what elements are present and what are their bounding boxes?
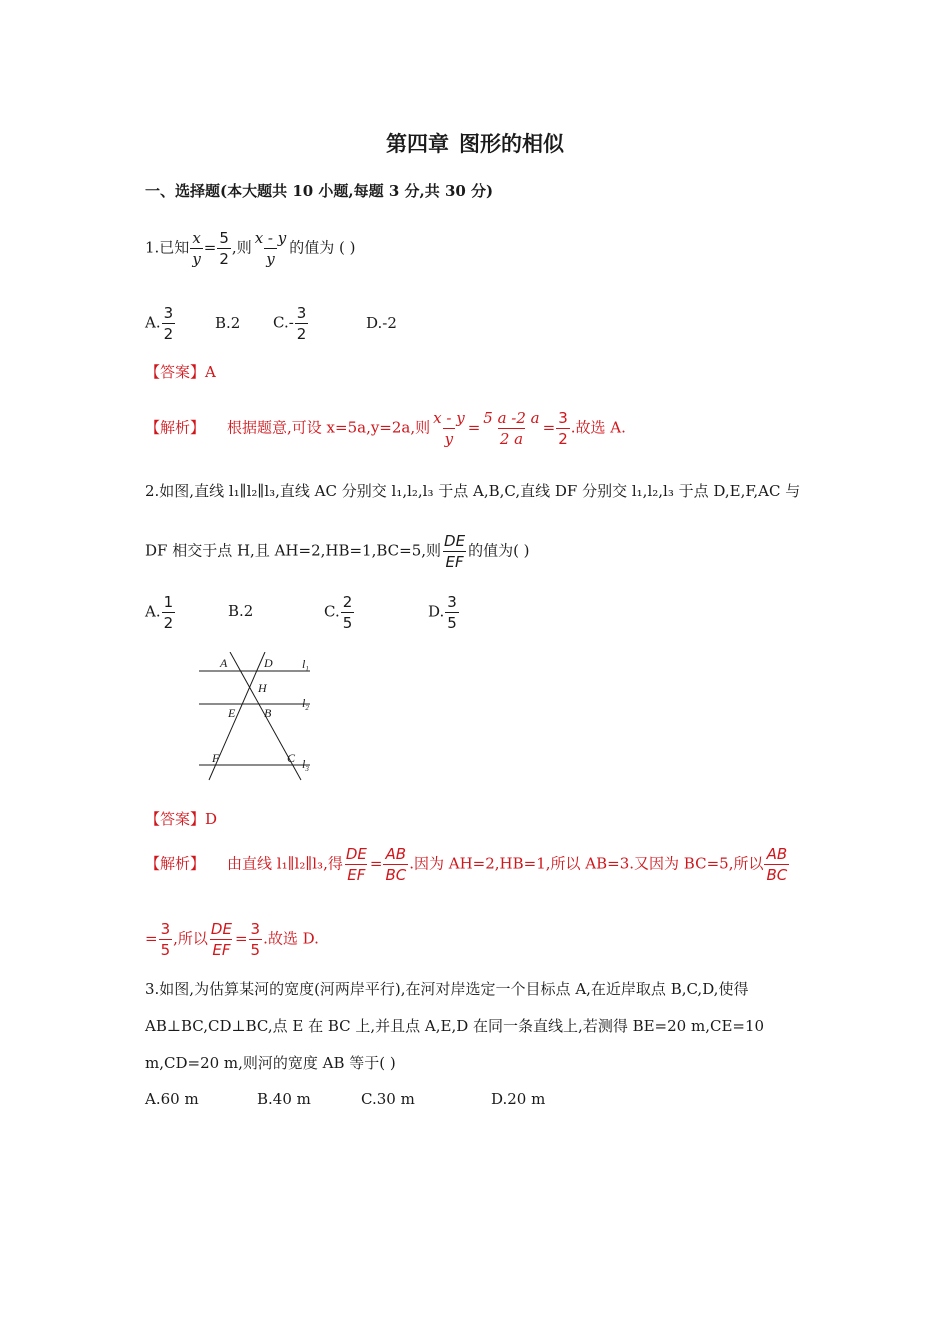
q3-option-b[interactable]: B.40 m [257, 1090, 311, 1108]
q1-option-c[interactable]: C.- $\frac{3}{2}$ [273, 304, 307, 343]
q3-stem-line3: m,CD=20 m,则河的宽度 AB 等于( ) [145, 1054, 396, 1072]
label-a: A [220, 656, 228, 670]
answer-tag: 【答案】 [145, 363, 206, 381]
q1-answer [145, 362, 216, 382]
q2-answer [145, 809, 217, 829]
label-h: H [258, 681, 267, 695]
q3-stem-line2: AB⊥BC,CD⊥BC,点 E 在 BC 上,并且点 A,E,D 在同一条直线上,若测得 BE=20 m,CE=10 [145, 1017, 765, 1035]
label-d: D [264, 656, 273, 670]
q1-frac-x-over-y: $\frac{x}{y}$ [192, 229, 201, 268]
q3-option-c[interactable]: C.30 m [361, 1090, 415, 1108]
chapter-number: 第四章 [386, 132, 449, 156]
q2-parallel-lines-figure [195, 652, 325, 782]
q2-frac-de-ef: $\frac{DE}{EF}$ [444, 532, 466, 571]
section-heading: 一、选择题(本大题共 10 小题,每题 3 分,共 30 分) [145, 182, 494, 200]
answer-value: D [205, 810, 218, 828]
q2-analysis-line1: 【解析】 由直线 l₁∥l₂∥l₃,得 $\frac{DE}{EF}$ = $\frac{AB}{BC}$ .因为 AH=2,HB=1,所以 AB=3.又因为 BC=5,所以 $\frac{AB}{BC}$ [145, 845, 788, 884]
q2-option-c[interactable]: C. $\frac{2}{5}$ [324, 593, 353, 632]
label-l1: $l_1$ [302, 657, 309, 673]
answer-value: A [205, 363, 216, 381]
q1-frac-5-over-2: $\frac{5}{2}$ [219, 229, 229, 268]
q2-option-b[interactable]: B.2 [228, 602, 254, 620]
q3-option-a[interactable]: A.60 m [145, 1090, 199, 1108]
label-l3: $l_3$ [302, 757, 309, 773]
q1-analysis: 【解析】 根据题意,可设 x=5a,y=2a,则 $\frac{x - y}{y}$ = $\frac{5 a -2 a}{2 a}$ = $\frac{3}{2}$ .故选 A. [145, 409, 626, 448]
q2-analysis-line2: = $\frac{3}{5}$ ,所以 $\frac{DE}{EF}$ = $\frac{3}{5}$ .故选 D. [145, 920, 319, 959]
analysis-tag: 【解析】 [145, 418, 206, 437]
label-l2: $l_2$ [302, 696, 309, 712]
q1-frac-target: $\frac{x - y}{y}$ [254, 229, 287, 268]
page-title [0, 128, 950, 158]
q1-option-a[interactable]: A. $\frac{3}{2}$ [145, 304, 174, 343]
q2-option-d[interactable]: D. $\frac{3}{5}$ [428, 593, 457, 632]
chapter-name: 图形的相似 [459, 132, 564, 156]
label-f: F [212, 751, 220, 765]
q2-stem-line2: DF 相交于点 H,且 AH=2,HB=1,BC=5,则 $\frac{DE}{EF}$ 的值为( ) [145, 532, 530, 571]
label-b: B [264, 706, 272, 720]
q1-stem: 1.已知 $\frac{x}{y}$ = $\frac{5}{2}$ ,则 $\frac{x - y}{y}$ 的值为 ( ) [145, 229, 356, 268]
q1-option-b[interactable]: B.2 [215, 314, 241, 332]
analysis-tag: 【解析】 [145, 854, 206, 873]
q2-stem-line1: 2.如图,直线 l₁∥l₂∥l₃,直线 AC 分别交 l₁,l₂,l₃ 于点 A,B,C,直线 DF 分别交 l₁,l₂,l₃ 于点 D,E,F,AC 与 [145, 482, 801, 500]
label-c: C [287, 751, 296, 765]
q3-option-d[interactable]: D.20 m [491, 1090, 546, 1108]
q3-stem-line1: 3.如图,为估算某河的宽度(河两岸平行),在河对岸选定一个目标点 A,在近岸取点 B,C,D,使得 [145, 980, 749, 998]
q1-option-d[interactable]: D.-2 [366, 314, 397, 332]
label-e: E [228, 706, 236, 720]
answer-tag: 【答案】 [145, 810, 206, 828]
q2-option-a[interactable]: A. $\frac{1}{2}$ [145, 593, 174, 632]
